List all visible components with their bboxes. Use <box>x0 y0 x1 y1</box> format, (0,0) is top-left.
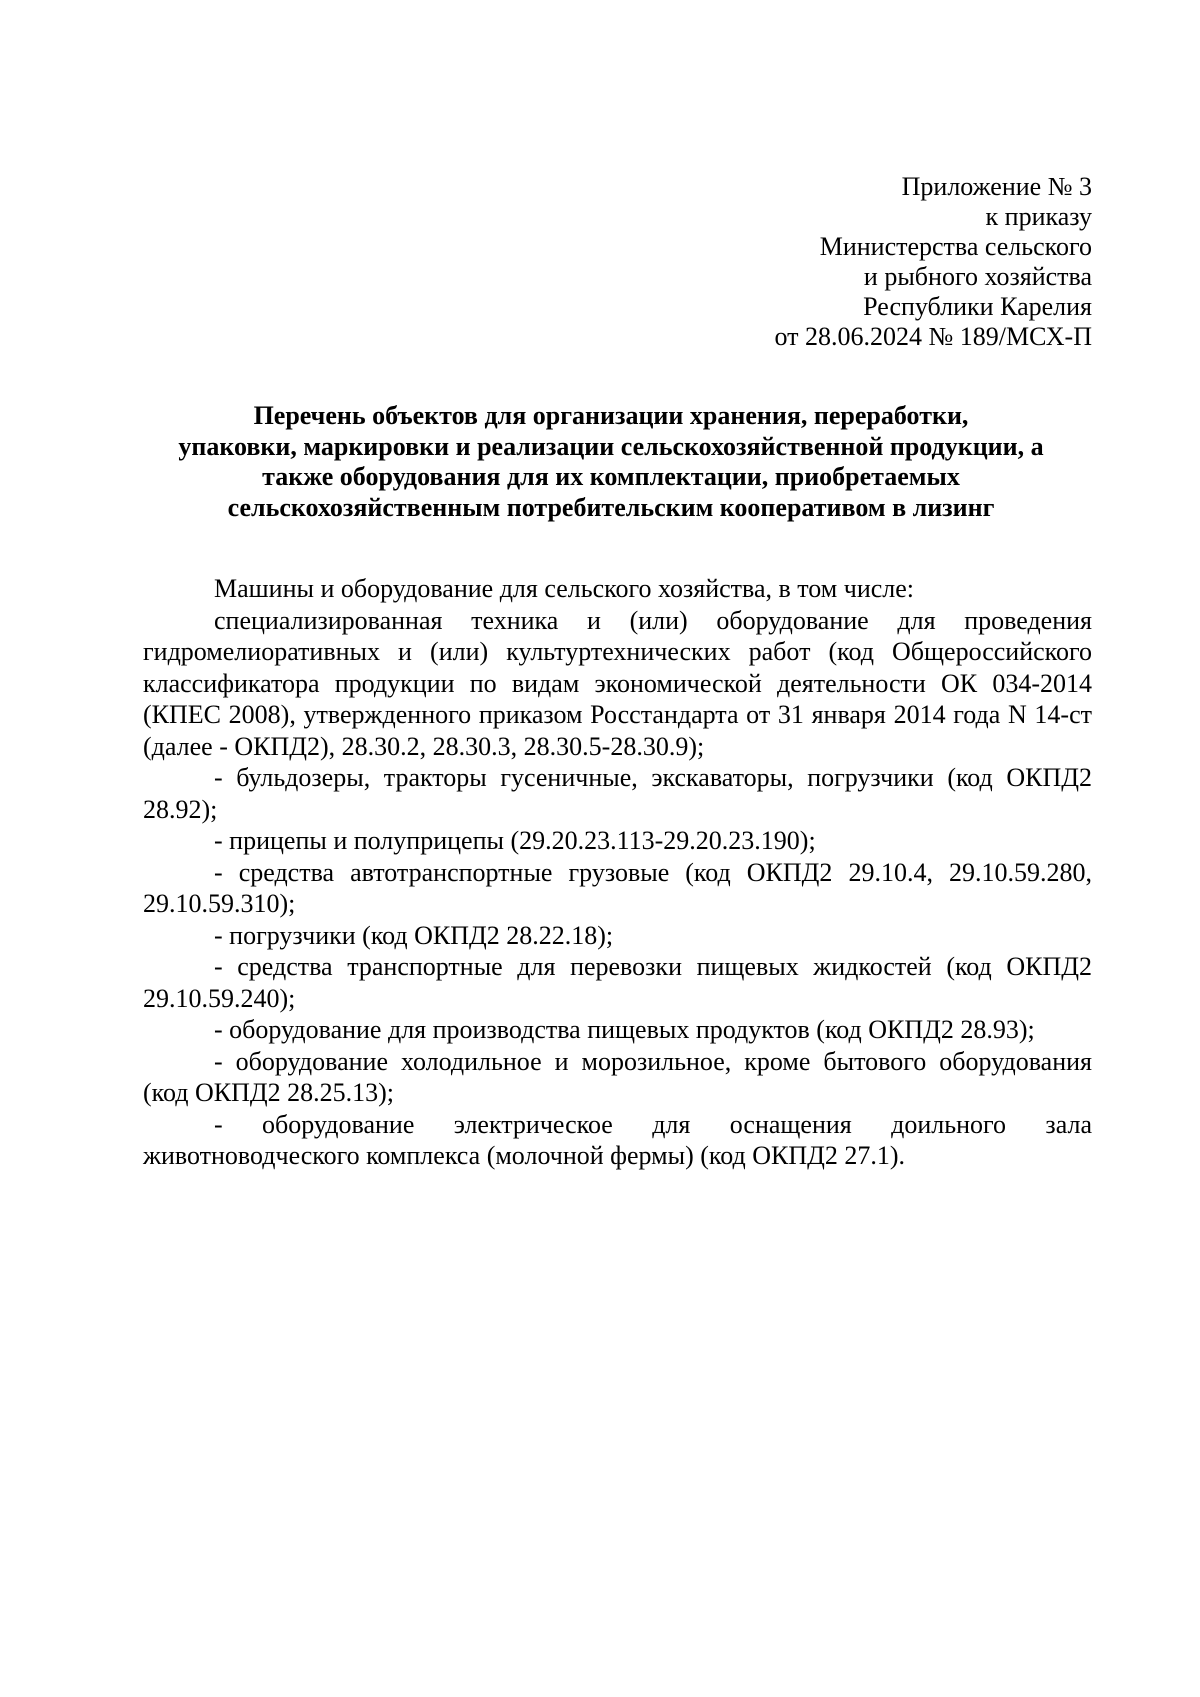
body-paragraph: - средства транспортные для перевозки пищевых жидкостей (код ОКПД2 29.10.59.240); <box>143 952 1092 1013</box>
appendix-line: и рыбного хозяйства <box>863 262 1092 291</box>
body-paragraph: специализированная техника и (или) оборудование для проведения гидромелиоративных и (или) культуртехнических работ (код Общероссийского классификатора продукции по видам экономической деятельности ОК 034-2014 (КПЕС 2008), утвержденного приказом Росстандарта от 31 января 2014 года N 14-ст (далее - ОКПД2), 28.30.2, 28.30.3, 28.30.5-28.30.9); <box>143 605 1092 761</box>
body-paragraph: - погрузчики (код ОКПД2 28.22.18); <box>214 920 614 950</box>
appendix-line: Приложение № 3 <box>901 172 1092 201</box>
title-line: сельскохозяйственным потребительским кооперативом в лизинг <box>227 492 995 522</box>
appendix-line: Министерства сельского <box>819 232 1092 261</box>
body-paragraph: - оборудование для производства пищевых продуктов (код ОКПД2 28.93); <box>214 1015 1035 1044</box>
body-paragraph: - средства автотранспортные грузовые (код ОКПД2 29.10.4, 29.10.59.280, 29.10.59.310); <box>143 857 1092 918</box>
appendix-line: от 28.06.2024 № 189/МСХ-П <box>774 322 1092 351</box>
appendix-line: Республики Карелия <box>863 292 1092 321</box>
document-title <box>130 401 1092 523</box>
appendix-line: к приказу <box>985 202 1092 231</box>
document-body <box>143 573 1092 1172</box>
body-paragraph: - бульдозеры, тракторы гусеничные, экскаваторы, погрузчики (код ОКПД2 28.92); <box>143 763 1092 824</box>
appendix-header <box>572 172 1092 352</box>
body-paragraph: - оборудование электрическое для оснащения доильного зала животноводческого комплекса (молочной фермы) (код ОКПД2 27.1). <box>143 1109 1092 1170</box>
title-line: упаковки, маркировки и реализации сельскохозяйственной продукции, а <box>178 431 1044 461</box>
body-paragraph: - оборудование холодильное и морозильное, кроме бытового оборудования (код ОКПД2 28.25.13); <box>143 1046 1092 1107</box>
title-line: также оборудования для их комплектации, приобретаемых <box>262 462 960 491</box>
body-paragraph: - прицепы и полуприцепы (29.20.23.113-29.20.23.190); <box>214 826 816 855</box>
title-line: Перечень объектов для организации хранения, переработки, <box>253 401 969 430</box>
body-paragraph: Машины и оборудование для сельского хозяйства, в том числе: <box>214 574 915 603</box>
